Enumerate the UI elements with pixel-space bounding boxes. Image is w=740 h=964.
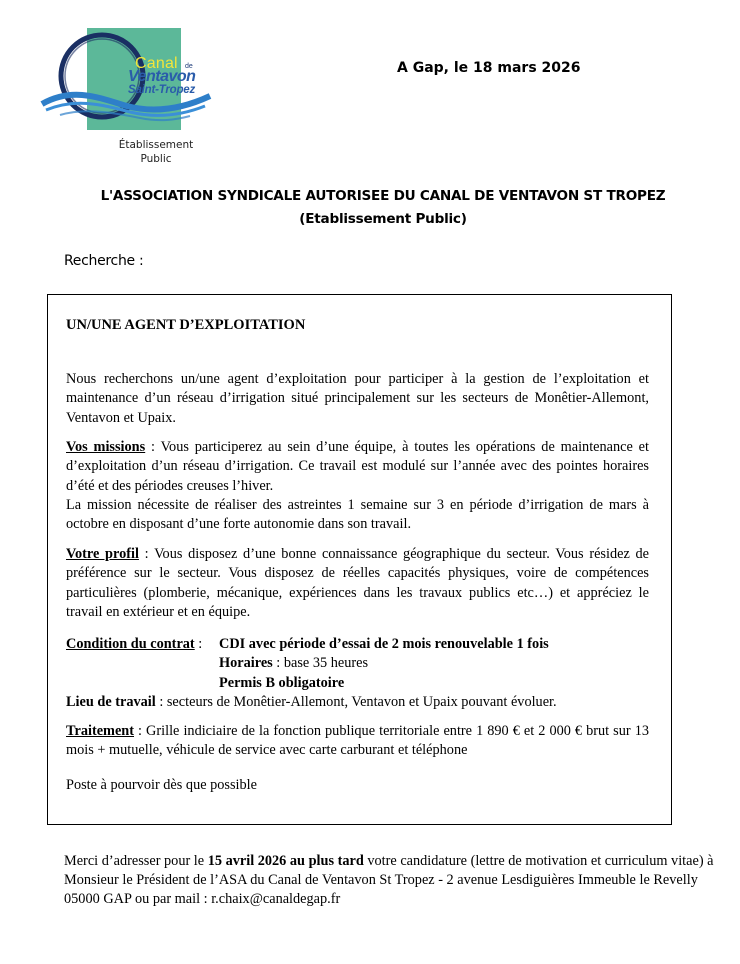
footer-address: votre candidature (lettre de motivation et curriculum vitae) à Monsieur le Président de l’ASA du Canal de Ventavon St Tropez - 2 avenue Lesdiguières Immeuble le Revelly 05000 GAP ou par mail : bbox=[64, 853, 714, 907]
workplace-line bbox=[66, 693, 666, 712]
job-intro-paragraph: Nous recherchons un/une agent d’exploitation pour participer à la gestion de l’exploitation et maintenance d’un réseau d’irrigation situé principalement sur les secteurs de Monêtier-Allemont, Ventavon et Upaix. bbox=[66, 371, 649, 426]
missions-text: : Vous participerez au sein d’une équipe, à toutes les opérations de maintenance et d’exploitation d’un réseau d’irrigation. Ce travail est modulé sur l’année avec des pointes horaires d’été et des périodes creuses l’hiver. bbox=[66, 439, 649, 494]
availability-note: Poste à pourvoir dès que possible bbox=[66, 777, 257, 793]
contract-row-1 bbox=[66, 635, 666, 654]
contract-section bbox=[66, 635, 666, 712]
contract-row-2 bbox=[66, 654, 666, 673]
organization-logo bbox=[40, 18, 220, 168]
contract-label-sep: : bbox=[194, 636, 203, 652]
profile-label: Votre profil bbox=[66, 546, 139, 562]
salary-section bbox=[66, 722, 649, 761]
application-deadline: 15 avril 2026 au plus tard bbox=[207, 853, 364, 869]
organization-title: L'ASSOCIATION SYNDICALE AUTORISEE DU CANAL DE VENTAVON ST TROPEZ bbox=[100, 188, 666, 204]
recherche-label: Recherche : bbox=[64, 253, 144, 269]
application-instructions bbox=[64, 852, 714, 909]
organization-subtitle: (Etablissement Public) bbox=[299, 211, 467, 227]
salary-text: : Grille indiciaire de la fonction publique territoriale entre 1 890 € et 2 000 € brut sur 13 mois + mutuelle, véhicule de service avec carte carburant et téléphone bbox=[66, 723, 649, 759]
workplace-label: Lieu de travail bbox=[66, 693, 156, 710]
letter-date: A Gap, le 18 mars 2026 bbox=[397, 60, 581, 76]
profile-section bbox=[66, 545, 649, 622]
contract-type: CDI avec période d’essai de 2 mois renouvelable 1 fois bbox=[219, 636, 549, 652]
logo-canal-text: Canal bbox=[135, 55, 178, 72]
logo-caption-line1: Établissement bbox=[118, 139, 194, 151]
profile-text: : Vous disposez d’une bonne connaissance géographique du secteur. Vous résidez de préférence sur le secteur. Vous disposez de réelles capacités physiques, voire de compétences particulières (plomberie, mécanique, expériences dans les travaux publics etc…) et appréciez le travail en extérieur et en équipe. bbox=[66, 546, 649, 620]
contract-row-3 bbox=[66, 674, 666, 693]
missions-text-2: La mission nécessite de réaliser des astreintes 1 semaine sur 3 en période d’irrigation de mars à octobre en disposant d’une forte autonomie dans son travail. bbox=[66, 496, 649, 533]
salary-label: Traitement bbox=[66, 723, 135, 739]
contract-label: Condition du contrat bbox=[66, 636, 195, 652]
hours-label: Horaires bbox=[219, 655, 273, 672]
logo-caption bbox=[40, 138, 272, 166]
logo-caption-line2: Public bbox=[140, 153, 172, 165]
logo-saint-tropez-text: Saint-Tropez bbox=[128, 84, 196, 96]
hours-text: : base 35 heures bbox=[272, 655, 369, 672]
missions-section bbox=[66, 438, 649, 534]
logo-de-text: de bbox=[185, 63, 193, 70]
workplace-text: : secteurs de Monêtier-Allemont, Ventavon et Upaix pouvant évoluer. bbox=[155, 693, 557, 710]
missions-label: Vos missions bbox=[66, 439, 146, 455]
license-requirement: Permis B obligatoire bbox=[219, 674, 345, 691]
logo-ventavon-text: Ventavon bbox=[128, 68, 196, 85]
footer-prefix: Merci d’adresser pour le bbox=[64, 853, 208, 869]
contact-email[interactable]: r.chaix@canaldegap.fr bbox=[211, 891, 341, 907]
job-title: UN/UNE AGENT D’EXPLOITATION bbox=[66, 317, 306, 333]
